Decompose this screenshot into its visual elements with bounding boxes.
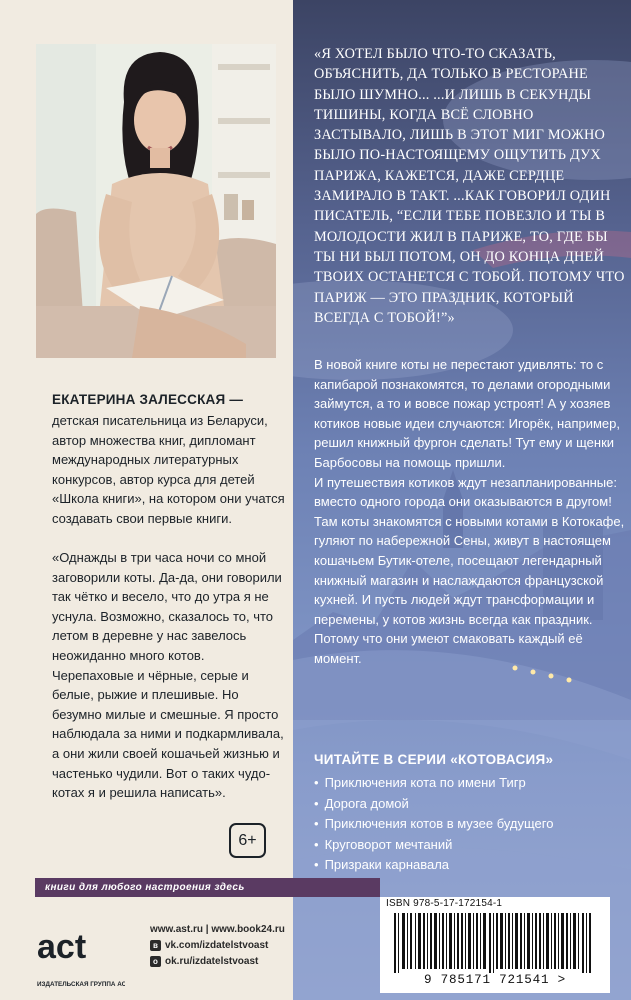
series-heading: ЧИТАЙТЕ В СЕРИИ «КОТОВАСИЯ» bbox=[314, 752, 554, 767]
ast-logo-icon bbox=[35, 908, 125, 990]
series-list bbox=[314, 773, 553, 876]
isbn-barcode bbox=[380, 897, 610, 993]
series-item: • Призраки карнавала bbox=[314, 855, 553, 876]
author-bio: детская писательница из Беларуси, автор множества книг, дипломант международных литературных конкурсов, автор курса для детей «Школа книги», на котором они учатся создавать свои первые книги. bbox=[52, 413, 285, 526]
author-quote: «Однажды в три часа ночи со мной заговорили коты. Да-да, они говорили так чётко и весело, что до утра я не уснула. Возможно, сказалось то, что летом в деревне у нас завелось неожиданно много котов. Черепаховые и чёрные, серые и белые, рыжие и плешивые. Но безумно милые и смешные. Я просто наблюдала за ними и подкармливала, а они жили своей кошачьей жизнью и частенько чудили. Вот о таких чудо-котах я и решила написать». bbox=[52, 550, 284, 801]
description-part-1: В новой книге коты не перестают удивлять: то с капибарой познакомятся, то делами огородными займутся, а то и вовсе пожар устроят! А у хозяев котиков новые идеи случаются: Игорёк, например, решил книжный фургон сделать! Тут ему и щенки Барбосовы на помощь пришли. bbox=[314, 357, 621, 470]
barcode-bars bbox=[394, 913, 594, 973]
social-link-ok[interactable] bbox=[150, 956, 258, 967]
series-item: • Приключения котов в музее будущего bbox=[314, 814, 553, 835]
social-link-text: ok.ru/izdatelstvoast bbox=[165, 956, 259, 967]
publisher-logo bbox=[35, 908, 125, 990]
series-item: • Дорога домой bbox=[314, 794, 553, 815]
logo-group-label: ИЗДАТЕЛЬСКАЯ ГРУППА АСТ bbox=[37, 981, 125, 988]
series-item: • Приключения кота по имени Тигр bbox=[314, 773, 553, 794]
description-paragraph bbox=[314, 355, 626, 669]
book-excerpt: «Я ХОТЕЛ БЫЛО ЧТО-ТО СКАЗАТЬ, ОБЪЯСНИТЬ, ДА ТОЛЬКО В РЕСТОРАНЕ БЫЛО ШУМНО... ...И ЛИШЬ В СЕКУНДЫ ТИШИНЫ, КОГДА ВСЁ СЛОВНО ЗАСТЫВАЛО, ЛИШЬ В ЭТОТ МИГ МОЖНО БЫЛО ПО-НАСТОЯЩЕМУ ОЩУТИТЬ ДУХ ПАРИЖА, КАЖЕТСЯ, ДАЖЕ СЕРДЦЕ ЗАМИРАЛО В ТАКТ. ...КАК ГОВОРИЛ ОДИН ПИСАТЕЛЬ, “ЕСЛИ ТЕБЕ ПОВЕЗЛО И ТЫ В МОЛОДОСТИ ЖИЛ В ПАРИЖЕ, ТО, ГДЕ БЫ ТЫ НИ БЫЛ ПОТОМ, ОН ДО КОНЦА ДНЕЙ ТВОИХ ОСТАНЕТСЯ С ТОБОЙ. ПОТОМУ ЧТО ПАРИЖ — ЭТО ПРАЗДНИК, КОТОРЫЙ ВСЕГДА С ТОБОЙ!”» bbox=[314, 46, 625, 326]
author-photo bbox=[36, 44, 276, 358]
barcode-digits: 9 785171 721541 > bbox=[423, 973, 567, 987]
author-name: ЕКАТЕРИНА ЗАЛЕССКАЯ — bbox=[52, 392, 244, 407]
left-panel bbox=[0, 0, 293, 1000]
series-item: • Круговорот мечтаний bbox=[314, 835, 553, 856]
isbn-label: ISBN 978-5-17-172154-1 bbox=[386, 898, 503, 909]
publisher-websites[interactable]: www.ast.ru | www.book24.ru bbox=[150, 924, 285, 935]
social-link-text: vk.com/izdatelstvoast bbox=[165, 940, 269, 951]
ok-icon: о bbox=[150, 956, 161, 967]
publisher-banner: книги для любого настроения здесь bbox=[35, 878, 380, 897]
age-rating-badge: 6+ bbox=[229, 823, 266, 858]
description-part-2: И путешествия котиков ждут незапланированные: вместо одного города они оказываются в другом! Там коты знакомятся с новыми котами в Котокафе, гуляют по набережной Сены, живут в настоящем кошачьем Бутик-отеле, посещают легендарный книжный магазин и наслаждаются французской кухней. И пусть людей ждут трансформации и перемены, у котов жизнь всегда как праздник. Потому что они умеют смаковать каждый её момент. bbox=[314, 474, 625, 666]
vk-icon: в bbox=[150, 940, 161, 951]
logo-lettering: act bbox=[37, 928, 87, 966]
social-link-vk[interactable] bbox=[150, 940, 268, 951]
author-portrait-illustration bbox=[36, 44, 276, 358]
